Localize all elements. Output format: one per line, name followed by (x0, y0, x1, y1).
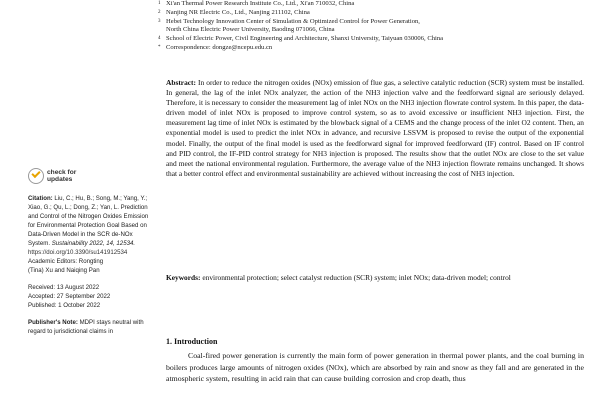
affiliation-1: Xi'an Thermal Power Research Institute Co., Ltd., Xi'an 710032, China (166, 0, 355, 7)
keywords-text: environmental protection; select catalyst reduction (SCR) system; inlet NOx; data-driven model; control (202, 273, 511, 282)
article-sidebar (28, 168, 156, 336)
keywords: Keywords: environmental protection; select catalyst reduction (SCR) system; inlet NOx; data-driven model; control (166, 273, 511, 282)
citation: Citation: Liu, C.; Hu, B.; Song, M.; Yang, Y.; Xiao, G.; Qu, L.; Dong, Z.; Yan, L. Prediction and Control of the Nitrogen Oxides Emission for Environmental Protection Goal Based on Data-Driven Model in the SCR de-NOx System. Sustainability 2022, 14, 12534. https://doi.org/10.3390/su141912534 (28, 195, 149, 256)
section-title: 1. Introduction (166, 337, 218, 346)
publisher-note: Publisher's Note: MDPI stays neutral with regard to jurisdictional claims in (28, 319, 144, 335)
check-for-updates-badge[interactable]: check for updates (28, 168, 156, 184)
affiliation-4: School of Electric Power, Civil Engineering and Architecture, Shanxi University, Taiyuan 030006, China (166, 35, 444, 43)
academic-editors: Academic Editors: Rongting (Tina) Xu and Naiqing Pan (28, 258, 104, 274)
affiliation-2: Nanjing NR Electric Co., Ltd., Nanjing 211102, China (166, 8, 310, 16)
affiliation-3-cont: North China Electric Power University, Baoding 071066, China (166, 26, 335, 34)
checkmark-icon (28, 168, 44, 184)
affiliation-3: Hebei Technology Innovation Center of Simulation & Optimized Control for Power Generation, (166, 17, 420, 25)
doi-link[interactable]: https://doi.org/10.3390/su141912534 (28, 249, 128, 256)
abstract-text: In order to reduce the nitrogen oxides (NOx) emission of flue gas, a selective catalytic reduction (SCR) system must be installed. In general, the lag of the inlet NOx analyzer, the action of the NH3 injection valve and the feedforward signal are seriously delayed. Therefore, it is necessary to consider the measurement lag of inlet NOx on the NH3 injection flowrate control system. In this paper, the data-driven model of inlet NOx is proposed to improve control system, so as to avoid excessive or insufficient NH3 injection. First, the measurement lag time of inlet NOx is estimated by the blowback signal of a CEMS and the change process of the inlet O2 content. Then, an exponential model is used to predict the inlet NOx in advance, and recursive LSSVM is proposed to revise the output of the exponential model. Finally, the output of the final model is used as the feedforward signal for improved feedforward (IF) control. Based on IF control and PID control, the IF-PID control strategy for NH3 injection is proposed. The results show that the outlet NOx are close to the set value and meet the national environmental regulation. Furthermore, the average value of the NH3 injection flowrate remains unchanged. It shows that a better control effect and environmental sustainability are achieved without increasing the cost of NH3 injection. (166, 78, 584, 178)
abstract: Abstract: In order to reduce the nitrogen oxides (NOx) emission of flue gas, a selective catalytic reduction (SCR) system must be installed. In general, the lag of the inlet NOx analyzer, the action of the NH3 injection valve and the feedforward signal are seriously delayed. Therefore, it is necessary to consider the measurement lag of inlet NOx on the NH3 injection flowrate control system. In this paper, the data-driven model of inlet NOx is proposed to improve control system, so as to avoid excessive or insufficient NH3 injection. First, the measurement lag time of inlet NOx is estimated by the blowback signal of a CEMS and the change process of the inlet O2 content. Then, an exponential model is used to predict the inlet NOx in advance, and recursive LSSVM is proposed to revise the output of the exponential model. Finally, the output of the final model is used as the feedforward signal for improved feedforward (IF) control. Based on IF control and PID control, the IF-PID control strategy for NH3 injection is proposed. The results show that the outlet NOx are close to the set value and meet the national environmental regulation. Furthermore, the average value of the NH3 injection flowrate remains unchanged. It shows that a better control effect and environmental sustainability are achieved without increasing the cost of NH3 injection. (166, 78, 584, 178)
intro-paragraph: Coal-fired power generation is currently the main form of power generation in thermal power plants, and the coal burning in boilers produces large amounts of nitrogen oxides (NOx), which are absorbed by rain and snow as they fall and are generated in the atmospheric system, resulting in acid rain that can cause building corrosion and crop death, thus (166, 351, 584, 384)
affiliations: 1 Xi'an Thermal Power Research Institute Co., Ltd., Xi'an 710032, China 2 Nanjing NR Electric Co., Ltd., Nanjing 211102, China 3 Hebei Technology Innovation Center of Simulation & Optimized Control for Power Generation, North China Electric Power University, Baoding 071066, China 4 School of Electric Power, Civil Engineering and Architecture, Shanxi University, Taiyuan 030006, China * Correspondence: dongze@ncepu.edu.cn (158, 0, 444, 51)
article-dates: Received: 13 August 2022 Accepted: 27 September 2022 Published: 1 October 2022 (28, 284, 111, 309)
correspondence: Correspondence: dongze@ncepu.edu.cn (166, 43, 273, 51)
